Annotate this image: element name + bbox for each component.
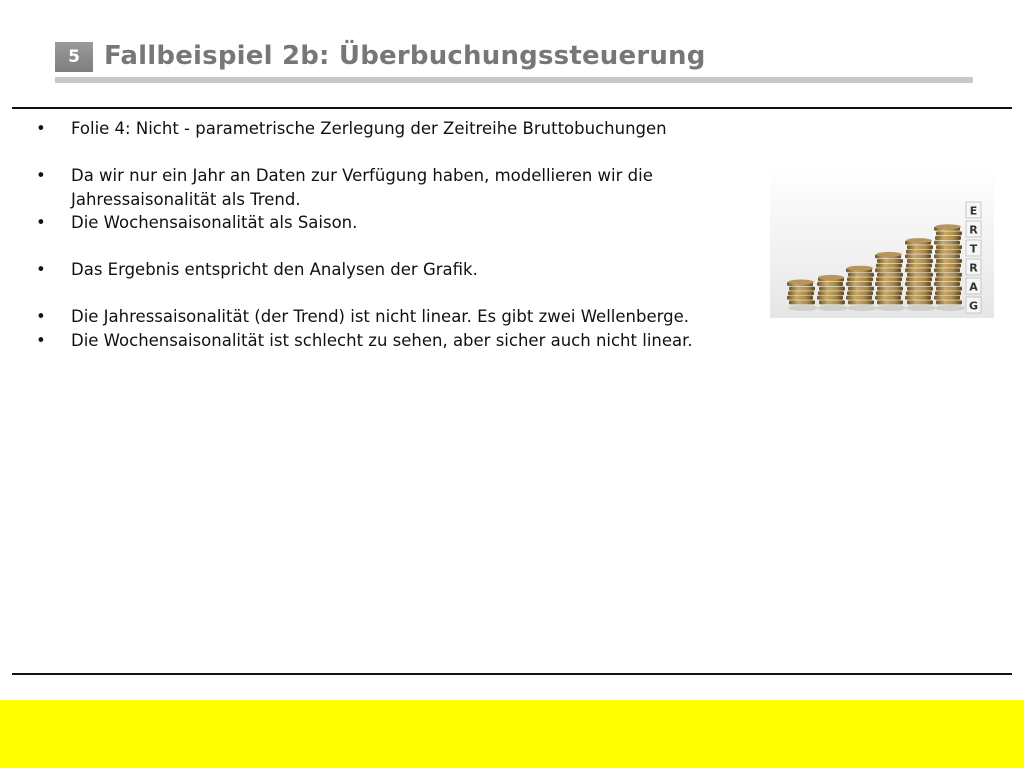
coin: [906, 264, 932, 268]
title-underline: [55, 77, 973, 83]
coin-shadow: [906, 305, 936, 311]
coin: [877, 259, 903, 263]
coin-stacks-image: [770, 168, 994, 318]
bullet-dot: •: [36, 260, 46, 279]
top-divider: [12, 107, 1012, 109]
bullet-text: Die Wochensaisonalität ist schlecht zu sehen, aber sicher auch nicht linear.: [71, 330, 693, 350]
coin-top: [818, 275, 844, 280]
bullet-item: [36, 258, 771, 282]
coin: [846, 282, 872, 286]
coin: [877, 300, 903, 304]
coin: [876, 277, 902, 281]
bullet-item: [36, 211, 771, 235]
coin: [907, 300, 933, 304]
coin: [936, 273, 962, 277]
coin: [905, 282, 931, 286]
coin: [788, 291, 814, 295]
bullet-dot: •: [36, 166, 46, 185]
bullet-dot: •: [36, 213, 46, 232]
footer-band: [0, 700, 1024, 768]
bullet-text: Die Jahressaisonalität (der Trend) ist nicht linear. Es gibt zwei Wellenberge.: [71, 307, 689, 326]
coin: [848, 287, 874, 291]
coin: [906, 291, 932, 295]
coin: [847, 291, 873, 295]
letter-tile-label: T: [969, 242, 978, 256]
coin: [907, 245, 933, 249]
coin: [789, 287, 815, 291]
letter-tile-label: G: [968, 299, 979, 313]
coin: [817, 296, 843, 300]
coin: [934, 241, 960, 245]
coin: [934, 296, 960, 300]
bullet-item: [36, 117, 771, 141]
coin: [877, 287, 903, 291]
coin: [935, 277, 961, 281]
coin: [876, 264, 902, 268]
coin: [877, 273, 903, 277]
coin-top: [906, 238, 932, 243]
coin: [907, 287, 933, 291]
bullet-text: Da wir nur ein Jahr an Daten zur Verfügung haben, modellieren wir die Jahressaisonalität als Trend.: [71, 166, 653, 209]
bullet-text: Die Wochensaisonalität als Saison.: [71, 213, 358, 232]
coin-shadow: [818, 305, 848, 311]
coin-shadow: [788, 305, 818, 311]
coin: [875, 282, 901, 286]
bullet-item: [36, 305, 771, 329]
bullet-dot: •: [36, 307, 46, 326]
coin: [936, 231, 962, 235]
coin: [848, 273, 874, 277]
bottom-divider: [12, 673, 1012, 675]
coin: [934, 282, 960, 286]
coin-top: [935, 224, 961, 229]
slide-title: Fallbeispiel 2b: Überbuchungssteuerung: [104, 41, 706, 71]
bullet-dot: •: [36, 119, 46, 138]
bullet-text: Das Ergebnis entspricht den Analysen der Grafik.: [71, 260, 478, 279]
coin: [906, 277, 932, 281]
coin: [936, 287, 962, 291]
coin: [935, 264, 961, 268]
coin: [787, 296, 813, 300]
coin: [907, 259, 933, 263]
coin-top: [876, 252, 902, 257]
bullet-item: [36, 329, 771, 353]
coin: [935, 250, 961, 254]
slide-number: 5: [68, 47, 80, 67]
coin: [875, 268, 901, 272]
coin: [819, 300, 845, 304]
coin: [905, 254, 931, 258]
coin: [818, 291, 844, 295]
coin: [906, 250, 932, 254]
bullet-list: [36, 117, 771, 352]
letter-tile-label: R: [969, 223, 978, 237]
coin: [936, 259, 962, 263]
letter-tile-label: R: [969, 261, 978, 275]
bullet-dot: •: [36, 330, 46, 350]
coin: [934, 268, 960, 272]
coin: [936, 300, 962, 304]
coin: [819, 287, 845, 291]
coin: [847, 277, 873, 281]
coin: [935, 236, 961, 240]
coin: [817, 282, 843, 286]
coin-shadow: [935, 305, 965, 311]
coin: [936, 245, 962, 249]
coin-shadow: [847, 305, 877, 311]
coin: [934, 254, 960, 258]
coin-top: [788, 280, 814, 285]
bullet-item: [36, 164, 771, 211]
coin: [905, 268, 931, 272]
letter-tile-label: E: [969, 204, 978, 218]
coin: [789, 300, 815, 304]
coin: [905, 296, 931, 300]
coin: [935, 291, 961, 295]
coin: [846, 296, 872, 300]
coin-top: [847, 266, 873, 271]
letter-tile-label: A: [969, 280, 978, 294]
slide-number-badge: [55, 42, 93, 72]
coin: [876, 291, 902, 295]
coin: [848, 300, 874, 304]
coin-shadow: [876, 305, 906, 311]
bullet-text: Folie 4: Nicht - parametrische Zerlegung der Zeitreihe Bruttobuchungen: [71, 119, 667, 138]
coin: [875, 296, 901, 300]
coin: [907, 273, 933, 277]
